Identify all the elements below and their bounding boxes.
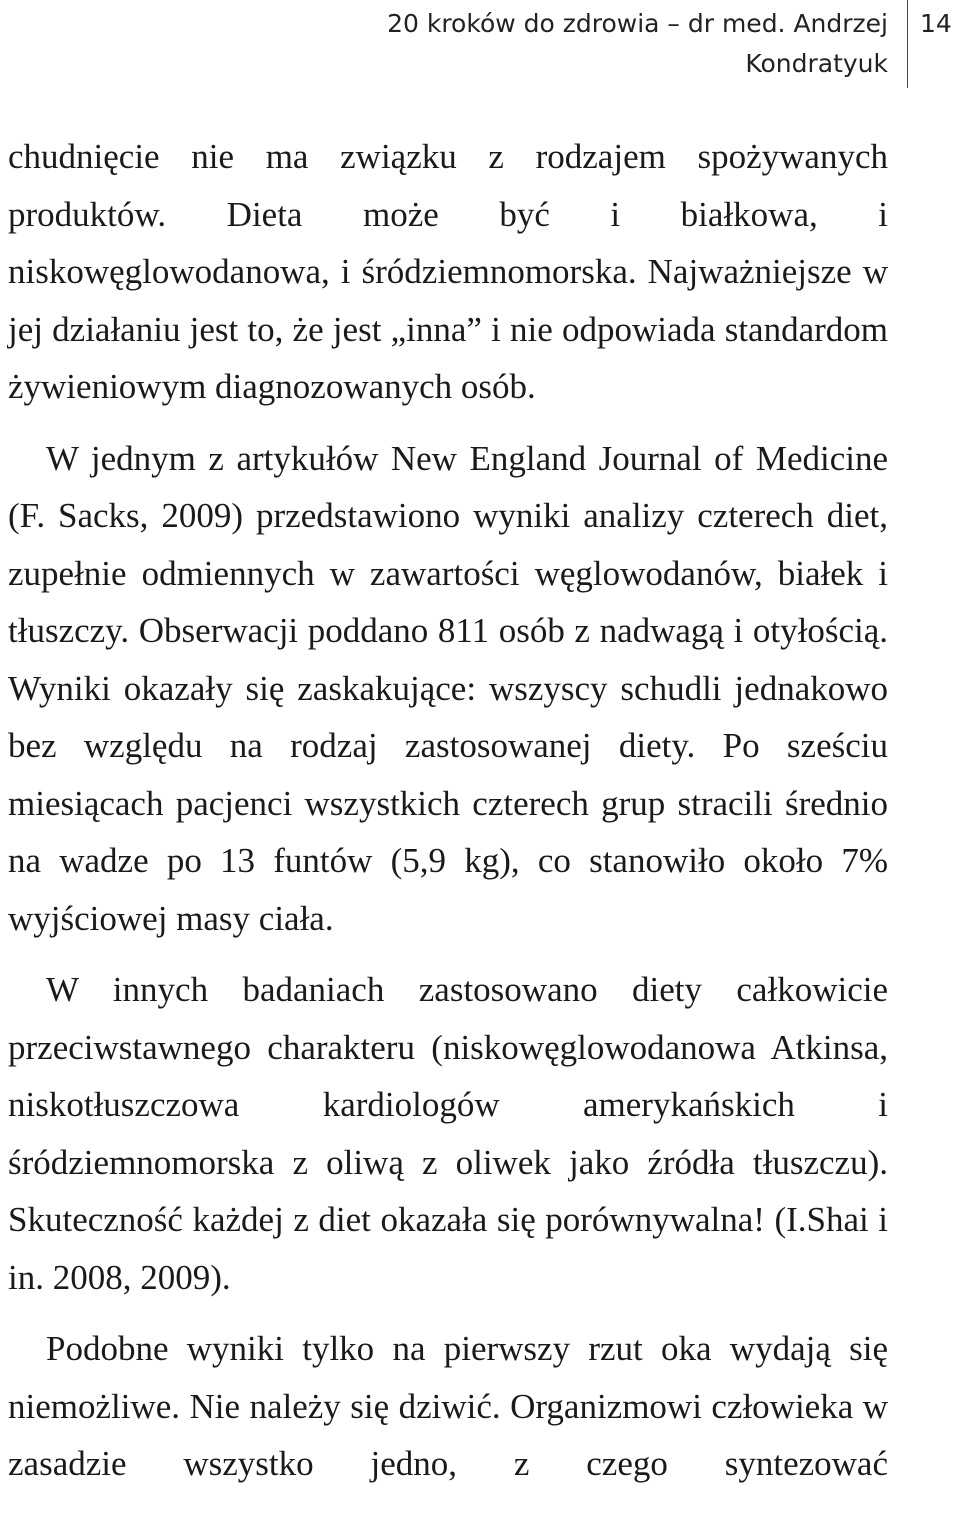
paragraph-continuation: chudnięcie nie ma związku z rodzajem spożywanych produktów. Dieta może być i białkowa, i niskowęglowodanowa, i śródziemnomorska. Najważniejsze w jej działaniu jest to, że jest „inna” i nie odpowiada standardom żywieniowym diagnozowanych osób.: [8, 137, 888, 406]
paragraph-conclusion: Podobne wyniki tylko na pierwszy rzut oka wydają się niemożliwe. Nie należy się dziwić. Organizmowi człowieka w zasadzie wszystko jedno, z czego syntezować: [8, 1329, 888, 1483]
document-body: [8, 128, 888, 1493]
paragraph-other-studies: W innych badaniach zastosowano diety całkowicie przeciwstawnego charakteru (niskowęglowodanowa Atkinsa, niskotłuszczowa kardiologów amerykańskich i śródziemnomorska z oliwą z oliwek jako źródła tłuszczu). Skuteczność każdej z diet okazała się porównywalna! (I.Shai i in. 2008, 2009).: [8, 970, 888, 1297]
paragraph-sacks-study: W jednym z artykułów New England Journal of Medicine (F. Sacks, 2009) przedstawiono wyniki analizy czterech diet, zupełnie odmiennych w zawartości węglowodanów, białek i tłuszczy. Obserwacji poddano 811 osób z nadwagą i otyłością. Wyniki okazały się zaskakujące: wszyscy schudli jednakowo bez względu na rodzaj zastosowanej diety. Po sześciu miesiącach pacjenci wszystkich czterech grup stracili średnio na wadze po 13 funtów (5,9 kg), co stanowiło około 7% wyjściowej masy ciała.: [8, 438, 888, 938]
page-number: 14: [920, 9, 952, 38]
page-header: [0, 0, 960, 95]
running-header-title: 20 kroków do zdrowia – dr med. Andrzej Kondratyuk: [387, 9, 888, 78]
header-divider: [907, 0, 908, 88]
